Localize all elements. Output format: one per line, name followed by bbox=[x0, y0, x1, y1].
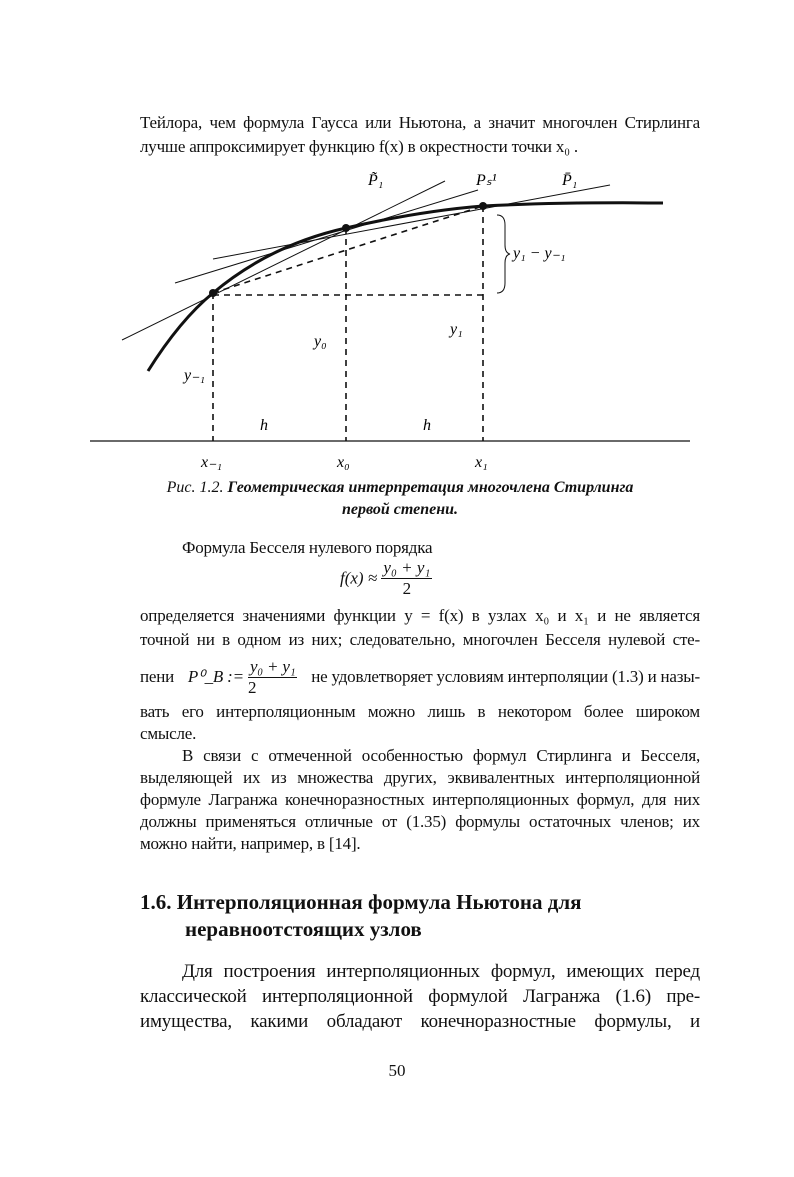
text-line: имущества, какими обладают конечноразностные формулы, и bbox=[140, 1011, 700, 1032]
section-heading: 1.6. Интерполяционная формула Ньютона для bbox=[140, 890, 582, 914]
tangent-line-p-tilde bbox=[122, 181, 445, 340]
label-diff: y₁ − y₋₁ bbox=[513, 245, 566, 262]
label-p-s: Pₛ¹ bbox=[476, 172, 497, 189]
formula-line-p-b: пени P⁰_B := $\frac{\text{y₀ + y₁}}{2}$ не удовлетворяет условиям интерполяции (1.3) и назы- bbox=[140, 657, 700, 698]
figure-caption: Рис. 1.2. Геометрическая интерпретация многочлена Стирлинга bbox=[166, 479, 634, 496]
section-heading-line2: неравноотстоящих узлов bbox=[185, 917, 422, 941]
label-y-m1: y₋₁ bbox=[184, 367, 206, 384]
text-line: должны применяться отличные от (1.35) формулы остаточных членов; их bbox=[140, 812, 700, 831]
text-line: выделяющей их из множества других, эквивалентных интерполяционной bbox=[140, 768, 700, 787]
point-x0 bbox=[342, 224, 350, 232]
text-line: смысле. bbox=[140, 724, 197, 743]
label-x0: x₀ bbox=[337, 454, 350, 471]
function-curve bbox=[148, 203, 663, 371]
label-y0: y₀ bbox=[314, 333, 327, 350]
formula-bessel: f(x) ≈ $\frac{\text{y₀ + y₁}}{2}$ bbox=[340, 558, 431, 598]
point-xm1 bbox=[209, 289, 217, 297]
label-h-right: h bbox=[423, 417, 431, 434]
label-h-left: h bbox=[260, 417, 268, 434]
text-line: В связи с отмеченной особенностью формул Стирлинга и Бесселя, bbox=[182, 746, 700, 765]
label-x1: x₁ bbox=[475, 454, 488, 471]
text-line: Тейлора, чем формула Гаусса или Ньютона, а значит многочлен Стирлинга bbox=[140, 113, 700, 132]
text-line: Формула Бесселя нулевого порядка bbox=[182, 538, 433, 557]
point-x1 bbox=[479, 202, 487, 210]
figure-caption-line2: первой степени. bbox=[341, 501, 459, 518]
brace bbox=[497, 215, 510, 293]
line-p-s bbox=[175, 190, 478, 283]
text-line: можно найти, например, в [14]. bbox=[140, 834, 361, 853]
text-line: определяется значениями функции y = f(x) в узлах x₀ и x₁ и не является bbox=[140, 606, 700, 625]
dashed-chord bbox=[213, 206, 483, 293]
text-line: Для построения интерполяционных формул, имеющих перед bbox=[182, 961, 700, 982]
label-y1: y₁ bbox=[450, 321, 463, 338]
label-p-bar: P̄₁ bbox=[562, 172, 578, 189]
label-p-tilde: P̃₁ bbox=[368, 172, 384, 189]
text-line: формуле Лагранжа конечноразностных интерполяционных формул, для них bbox=[140, 790, 700, 809]
text-line: вать его интерполяционным можно лишь в некотором более широком bbox=[140, 702, 700, 721]
text-line: лучше аппроксимирует функцию f(x) в окрестности точки x₀ . bbox=[140, 137, 578, 156]
text-line: классической интерполяционной формулой Лагранжа (1.6) пре- bbox=[140, 986, 700, 1007]
stirling-figure bbox=[0, 0, 794, 480]
label-x-m1: x₋₁ bbox=[201, 454, 223, 471]
page-number: 50 bbox=[388, 1061, 406, 1080]
text-line: точной ни в одном из них; следовательно, многочлен Бесселя нулевой сте- bbox=[140, 630, 700, 649]
